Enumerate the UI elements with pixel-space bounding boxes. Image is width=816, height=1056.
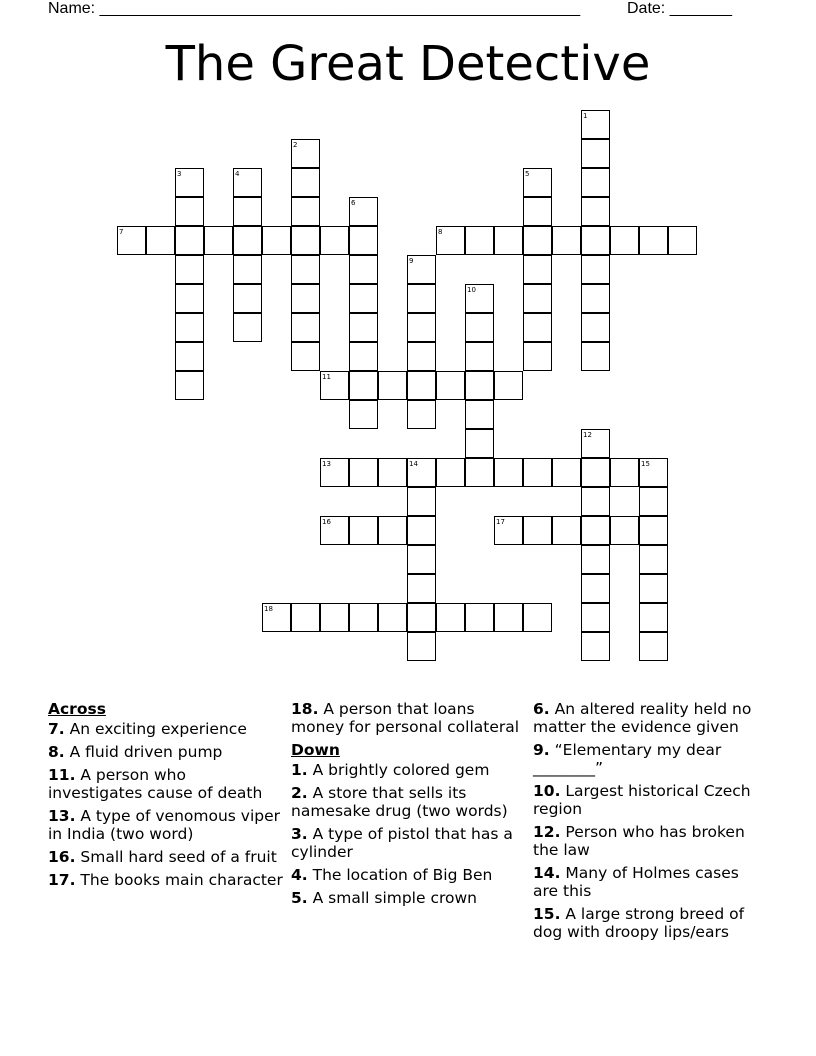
clue-text: A person that loans money for personal collateral bbox=[291, 700, 520, 736]
clue-text: A brightly colored gem bbox=[312, 761, 490, 779]
grid-cell[interactable] bbox=[407, 574, 436, 603]
clue-number: 11. bbox=[48, 766, 76, 784]
date-line: Date: _______ bbox=[627, 0, 732, 17]
clue-text: A person who investigates cause of death bbox=[48, 766, 263, 802]
grid-cell[interactable] bbox=[175, 284, 204, 313]
clue-text: A small simple crown bbox=[312, 889, 477, 907]
grid-cell[interactable] bbox=[581, 458, 610, 487]
clue-number: 8. bbox=[48, 743, 65, 761]
grid-cell[interactable] bbox=[262, 226, 291, 255]
clue-text: The books main character bbox=[80, 871, 283, 889]
clue-text: A fluid driven pump bbox=[69, 743, 223, 761]
grid-cell[interactable] bbox=[494, 458, 523, 487]
grid-cell[interactable] bbox=[465, 313, 494, 342]
grid-cell[interactable] bbox=[523, 342, 552, 371]
grid-cell[interactable] bbox=[291, 603, 320, 632]
grid-cell[interactable] bbox=[581, 139, 610, 168]
grid-cell[interactable] bbox=[291, 255, 320, 284]
grid-cell[interactable] bbox=[639, 487, 668, 516]
cell-number: 4 bbox=[235, 170, 240, 178]
grid-cell[interactable] bbox=[349, 516, 378, 545]
grid-cell[interactable] bbox=[349, 371, 378, 400]
grid-cell[interactable] bbox=[610, 516, 639, 545]
grid-cell[interactable] bbox=[233, 255, 262, 284]
clue-number: 1. bbox=[291, 761, 308, 779]
grid-cell[interactable] bbox=[581, 168, 610, 197]
grid-cell[interactable] bbox=[581, 603, 610, 632]
clue-text: An altered reality held no matter the evidence given bbox=[533, 700, 752, 736]
grid-cell[interactable] bbox=[349, 255, 378, 284]
clue-down-14 bbox=[533, 864, 768, 900]
grid-cell[interactable] bbox=[407, 632, 436, 661]
grid-cell[interactable] bbox=[407, 342, 436, 371]
grid-cell[interactable] bbox=[581, 545, 610, 574]
clue-text: Small hard seed of a fruit bbox=[80, 848, 277, 866]
clue-text: A large strong breed of dog with droopy lips/ears bbox=[533, 905, 745, 941]
grid-cell[interactable] bbox=[465, 400, 494, 429]
clue-number: 13. bbox=[48, 807, 76, 825]
clue-down-12 bbox=[533, 823, 768, 859]
clues-column-3 bbox=[533, 700, 768, 946]
grid-cell[interactable] bbox=[407, 400, 436, 429]
clue-number: 17. bbox=[48, 871, 76, 889]
clue-number: 16. bbox=[48, 848, 76, 866]
clue-text: Largest historical Czech region bbox=[533, 782, 751, 818]
grid-cell[interactable] bbox=[291, 342, 320, 371]
grid-cell[interactable] bbox=[465, 603, 494, 632]
clue-down-4 bbox=[291, 866, 526, 884]
cell-number: 5 bbox=[525, 170, 530, 178]
grid-cell[interactable] bbox=[291, 313, 320, 342]
clue-across-8 bbox=[48, 743, 283, 761]
grid-cell[interactable] bbox=[639, 226, 668, 255]
grid-cell[interactable] bbox=[639, 574, 668, 603]
clue-across-7 bbox=[48, 720, 283, 738]
grid-cell[interactable] bbox=[407, 516, 436, 545]
clue-down-6 bbox=[533, 700, 768, 736]
grid-cell[interactable] bbox=[523, 255, 552, 284]
grid-cell[interactable] bbox=[465, 429, 494, 458]
cell-number: 10 bbox=[467, 286, 476, 294]
clue-down-10 bbox=[533, 782, 768, 818]
clue-number: 5. bbox=[291, 889, 308, 907]
grid-cell[interactable] bbox=[581, 632, 610, 661]
clue-across-11 bbox=[48, 766, 283, 802]
clue-across-17 bbox=[48, 871, 283, 889]
grid-cell[interactable] bbox=[465, 458, 494, 487]
grid-cell[interactable] bbox=[494, 371, 523, 400]
grid-cell[interactable] bbox=[320, 226, 349, 255]
grid-cell[interactable] bbox=[349, 284, 378, 313]
grid-cell[interactable] bbox=[465, 342, 494, 371]
grid-cell[interactable] bbox=[233, 197, 262, 226]
clue-number: 18. bbox=[291, 700, 319, 718]
grid-cell[interactable] bbox=[581, 255, 610, 284]
grid-cell[interactable] bbox=[407, 487, 436, 516]
cell-number: 9 bbox=[409, 257, 414, 265]
grid-cell[interactable] bbox=[320, 603, 349, 632]
grid-cell[interactable] bbox=[465, 226, 494, 255]
grid-cell[interactable] bbox=[494, 226, 523, 255]
cell-number: 2 bbox=[293, 141, 298, 149]
clue-across-13 bbox=[48, 807, 283, 843]
grid-cell[interactable] bbox=[407, 545, 436, 574]
grid-cell[interactable] bbox=[175, 226, 204, 255]
clue-number: 2. bbox=[291, 784, 308, 802]
clue-text: A type of pistol that has a cylinder bbox=[291, 825, 513, 861]
cell-number: 18 bbox=[264, 605, 273, 613]
grid-cell[interactable] bbox=[581, 284, 610, 313]
grid-cell[interactable] bbox=[291, 168, 320, 197]
grid-cell[interactable] bbox=[523, 603, 552, 632]
grid-cell[interactable] bbox=[378, 516, 407, 545]
clue-number: 14. bbox=[533, 864, 561, 882]
grid-cell[interactable] bbox=[291, 284, 320, 313]
clue-number: 9. bbox=[533, 741, 550, 759]
grid-cell[interactable] bbox=[523, 197, 552, 226]
grid-cell[interactable] bbox=[494, 603, 523, 632]
grid-cell[interactable] bbox=[581, 574, 610, 603]
grid-cell[interactable] bbox=[349, 342, 378, 371]
grid-cell[interactable] bbox=[349, 313, 378, 342]
grid-cell[interactable] bbox=[436, 603, 465, 632]
clue-text: Many of Holmes cases are this bbox=[533, 864, 739, 900]
clue-text: Person who has broken the law bbox=[533, 823, 745, 859]
cell-number: 12 bbox=[583, 431, 592, 439]
clue-text: A type of venomous viper in India (two word) bbox=[48, 807, 281, 843]
grid-cell[interactable] bbox=[407, 284, 436, 313]
grid-cell[interactable] bbox=[639, 545, 668, 574]
grid-cell[interactable] bbox=[523, 284, 552, 313]
grid-cell[interactable] bbox=[233, 284, 262, 313]
grid-cell[interactable] bbox=[639, 632, 668, 661]
name-line: Name: ______________________________________________________ bbox=[48, 0, 581, 17]
grid-cell[interactable] bbox=[552, 516, 581, 545]
clue-number: 10. bbox=[533, 782, 561, 800]
clue-number: 3. bbox=[291, 825, 308, 843]
grid-cell[interactable] bbox=[175, 371, 204, 400]
clue-down-3 bbox=[291, 825, 526, 861]
across-heading: Across bbox=[48, 700, 106, 718]
clue-down-1 bbox=[291, 761, 526, 779]
cell-number: 13 bbox=[322, 460, 331, 468]
clue-down-15 bbox=[533, 905, 768, 941]
cell-number: 17 bbox=[496, 518, 505, 526]
grid-cell[interactable] bbox=[523, 516, 552, 545]
grid-cell[interactable] bbox=[639, 603, 668, 632]
grid-cell[interactable] bbox=[668, 226, 697, 255]
grid-cell[interactable] bbox=[407, 313, 436, 342]
cell-number: 15 bbox=[641, 460, 650, 468]
clue-text: An exciting experience bbox=[69, 720, 247, 738]
grid-cell[interactable] bbox=[349, 458, 378, 487]
clues-column-1 bbox=[48, 700, 283, 894]
grid-cell[interactable] bbox=[407, 371, 436, 400]
cell-number: 16 bbox=[322, 518, 331, 526]
grid-cell[interactable] bbox=[233, 226, 262, 255]
grid-cell[interactable] bbox=[581, 342, 610, 371]
cell-number: 1 bbox=[583, 112, 588, 120]
grid-cell[interactable] bbox=[610, 226, 639, 255]
clue-down-2 bbox=[291, 784, 526, 820]
grid-cell[interactable] bbox=[523, 313, 552, 342]
cell-number: 11 bbox=[322, 373, 331, 381]
grid-cell[interactable] bbox=[581, 516, 610, 545]
clue-across-16 bbox=[48, 848, 283, 866]
clue-number: 7. bbox=[48, 720, 65, 738]
clue-text: “Elementary my dear ________” bbox=[533, 741, 722, 777]
clue-text: A store that sells its namesake drug (two words) bbox=[291, 784, 508, 820]
cell-number: 14 bbox=[409, 460, 418, 468]
clue-text: The location of Big Ben bbox=[312, 866, 493, 884]
grid-cell[interactable] bbox=[581, 487, 610, 516]
grid-cell[interactable] bbox=[175, 197, 204, 226]
grid-cell[interactable] bbox=[349, 226, 378, 255]
clue-down-5 bbox=[291, 889, 526, 907]
grid-cell[interactable] bbox=[378, 371, 407, 400]
clue-number: 6. bbox=[533, 700, 550, 718]
page-title: The Great Detective bbox=[165, 36, 651, 92]
cell-number: 6 bbox=[351, 199, 356, 207]
clue-number: 4. bbox=[291, 866, 308, 884]
clue-number: 12. bbox=[533, 823, 561, 841]
grid-cell[interactable] bbox=[581, 313, 610, 342]
grid-cell[interactable] bbox=[291, 226, 320, 255]
grid-cell[interactable] bbox=[204, 226, 233, 255]
grid-cell[interactable] bbox=[465, 371, 494, 400]
grid-cell[interactable] bbox=[581, 226, 610, 255]
grid-cell[interactable] bbox=[291, 197, 320, 226]
clue-across-18 bbox=[291, 700, 526, 736]
grid-cell[interactable] bbox=[233, 313, 262, 342]
grid-cell[interactable] bbox=[436, 458, 465, 487]
grid-cell[interactable] bbox=[523, 226, 552, 255]
grid-cell[interactable] bbox=[639, 516, 668, 545]
grid-cell[interactable] bbox=[436, 371, 465, 400]
grid-cell[interactable] bbox=[552, 226, 581, 255]
cell-number: 3 bbox=[177, 170, 182, 178]
clue-down-9 bbox=[533, 741, 768, 777]
grid-cell[interactable] bbox=[523, 458, 552, 487]
clues-column-2 bbox=[291, 700, 526, 912]
grid-cell[interactable] bbox=[146, 226, 175, 255]
cell-number: 7 bbox=[119, 228, 124, 236]
grid-cell[interactable] bbox=[552, 458, 581, 487]
down-heading: Down bbox=[291, 741, 340, 759]
grid-cell[interactable] bbox=[175, 342, 204, 371]
grid-cell[interactable] bbox=[407, 603, 436, 632]
grid-cell[interactable] bbox=[175, 313, 204, 342]
grid-cell[interactable] bbox=[349, 603, 378, 632]
grid-cell[interactable] bbox=[581, 197, 610, 226]
grid-cell[interactable] bbox=[378, 603, 407, 632]
grid-cell[interactable] bbox=[349, 400, 378, 429]
cell-number: 8 bbox=[438, 228, 443, 236]
clue-number: 15. bbox=[533, 905, 561, 923]
grid-cell[interactable] bbox=[610, 458, 639, 487]
grid-cell[interactable] bbox=[378, 458, 407, 487]
grid-cell[interactable] bbox=[175, 255, 204, 284]
